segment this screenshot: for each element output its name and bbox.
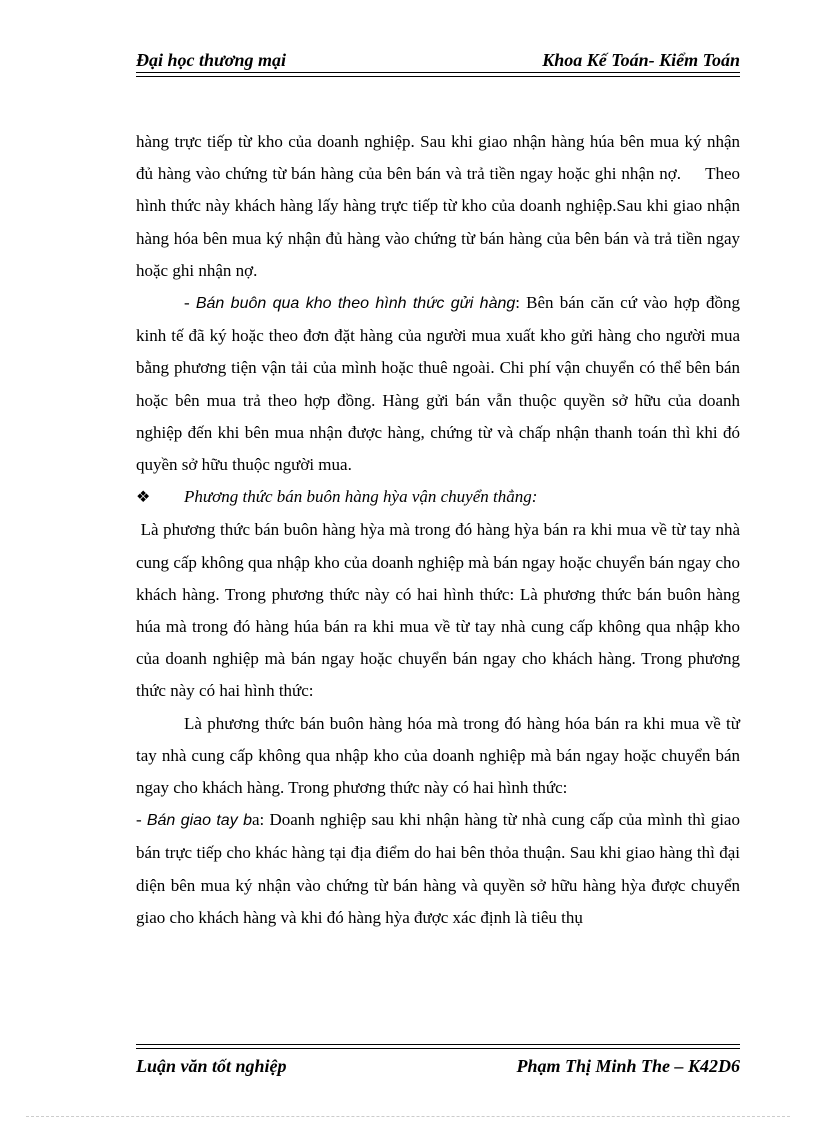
footer-rule-bottom [136, 1048, 740, 1049]
bullet-heading-text: Phương thức bán buôn hàng hỳa vận chuyển thẳng: [184, 487, 538, 507]
paragraph-5-italic: Bán giao tay b [146, 812, 252, 830]
header-university: Đại học thương mại [136, 50, 286, 70]
paragraph-2 [136, 287, 740, 481]
footer-rule-top [136, 1044, 740, 1045]
header-faculty: Khoa Kế Toán- Kiểm Toán [542, 50, 740, 70]
paragraph-2-rest: : Bên bán căn cứ vào hợp đồng kinh tế đã ký hoặc theo đơn đặt hàng của người mua xuất kho gửi hàng cho người mua bằng phương tiện vận tải của mình hoặc thuê ngoài. Chi phí vận chuyển có thể bên bán hoặc bên mua trả theo hợp đồng. Hàng gửi bán vẫn thuộc quyền sở hữu của doanh nghiệp đến khi bên mua nhận được hàng, chứng từ và chấp nhận thanh toán thì khi đó quyền sở hữu thuộc người mua. [136, 293, 740, 475]
paragraph-3: Là phương thức bán buôn hàng hỳa mà trong đó hàng hỳa bán ra khi mua về từ tay nhà cung cấp không qua nhập kho của doanh nghiệp mà bán ngay hoặc chuyển bán ngay cho khách hàng. Trong phương thức này có hai hình thức: Là phương thức bán buôn hàng húa mà trong đó hàng húa bán ra khi mua về từ tay nhà cung cấp không qua nhập kho của doanh nghiệp mà bán ngay hoặc chuyển bán ngay cho khách hàng. Trong phương thức này có hai hình thức: [136, 520, 745, 701]
document-body [136, 126, 745, 934]
paragraph-5 [136, 804, 740, 934]
footer-author: Phạm Thị Minh The – K42D6 [516, 1056, 740, 1076]
page-bottom-dashed-border [26, 1116, 790, 1117]
paragraph-5-rest: a: Doanh nghiệp sau khi nhận hàng từ nhà cung cấp của mình thì giao bán trực tiếp cho khác hàng tại địa điểm do hai bên thỏa thuận. Sau khi giao hàng thì đại diện bên mua ký nhận vào chứng từ bán hàng và quyền sở hữu hàng hỳa được chuyển giao cho khách hàng và khi đó hàng hỳa được xác định là tiêu thụ [136, 810, 740, 927]
bullet-heading [136, 481, 740, 514]
paragraph-2-prefix: - [184, 293, 196, 313]
diamond-bullet-icon: ❖ [136, 489, 151, 507]
header-rule-top [136, 72, 740, 73]
paragraph-1: hàng trực tiếp từ kho của doanh nghiệp. Sau khi giao nhận hàng húa bên mua ký nhận đủ hàng vào chứng từ bán hàng của bên bán và trả tiền ngay hoặc ghi nhận nợ. Theo hình thức này khách hàng lấy hàng trực tiếp từ kho của doanh nghiệp.Sau khi giao nhận hàng hóa bên mua ký nhận đủ hàng vào chứng từ bán hàng của bên bán và trả tiền ngay hoặc ghi nhận nợ. [136, 132, 745, 280]
paragraph-4: Là phương thức bán buôn hàng hóa mà trong đó hàng hóa bán ra khi mua về từ tay nhà cung cấp không qua nhập kho của doanh nghiệp mà bán ngay hoặc chuyển bán ngay cho khách hàng. Trong phương thức này có hai hình thức: [136, 713, 740, 798]
paragraph-5-prefix: - [136, 810, 147, 830]
paragraph-2-italic: Bán buôn qua kho theo hình thức gửi hàng [195, 295, 516, 313]
footer-thesis-label: Luận văn tốt nghiệp [136, 1056, 287, 1076]
header-rule-bottom [136, 76, 740, 77]
